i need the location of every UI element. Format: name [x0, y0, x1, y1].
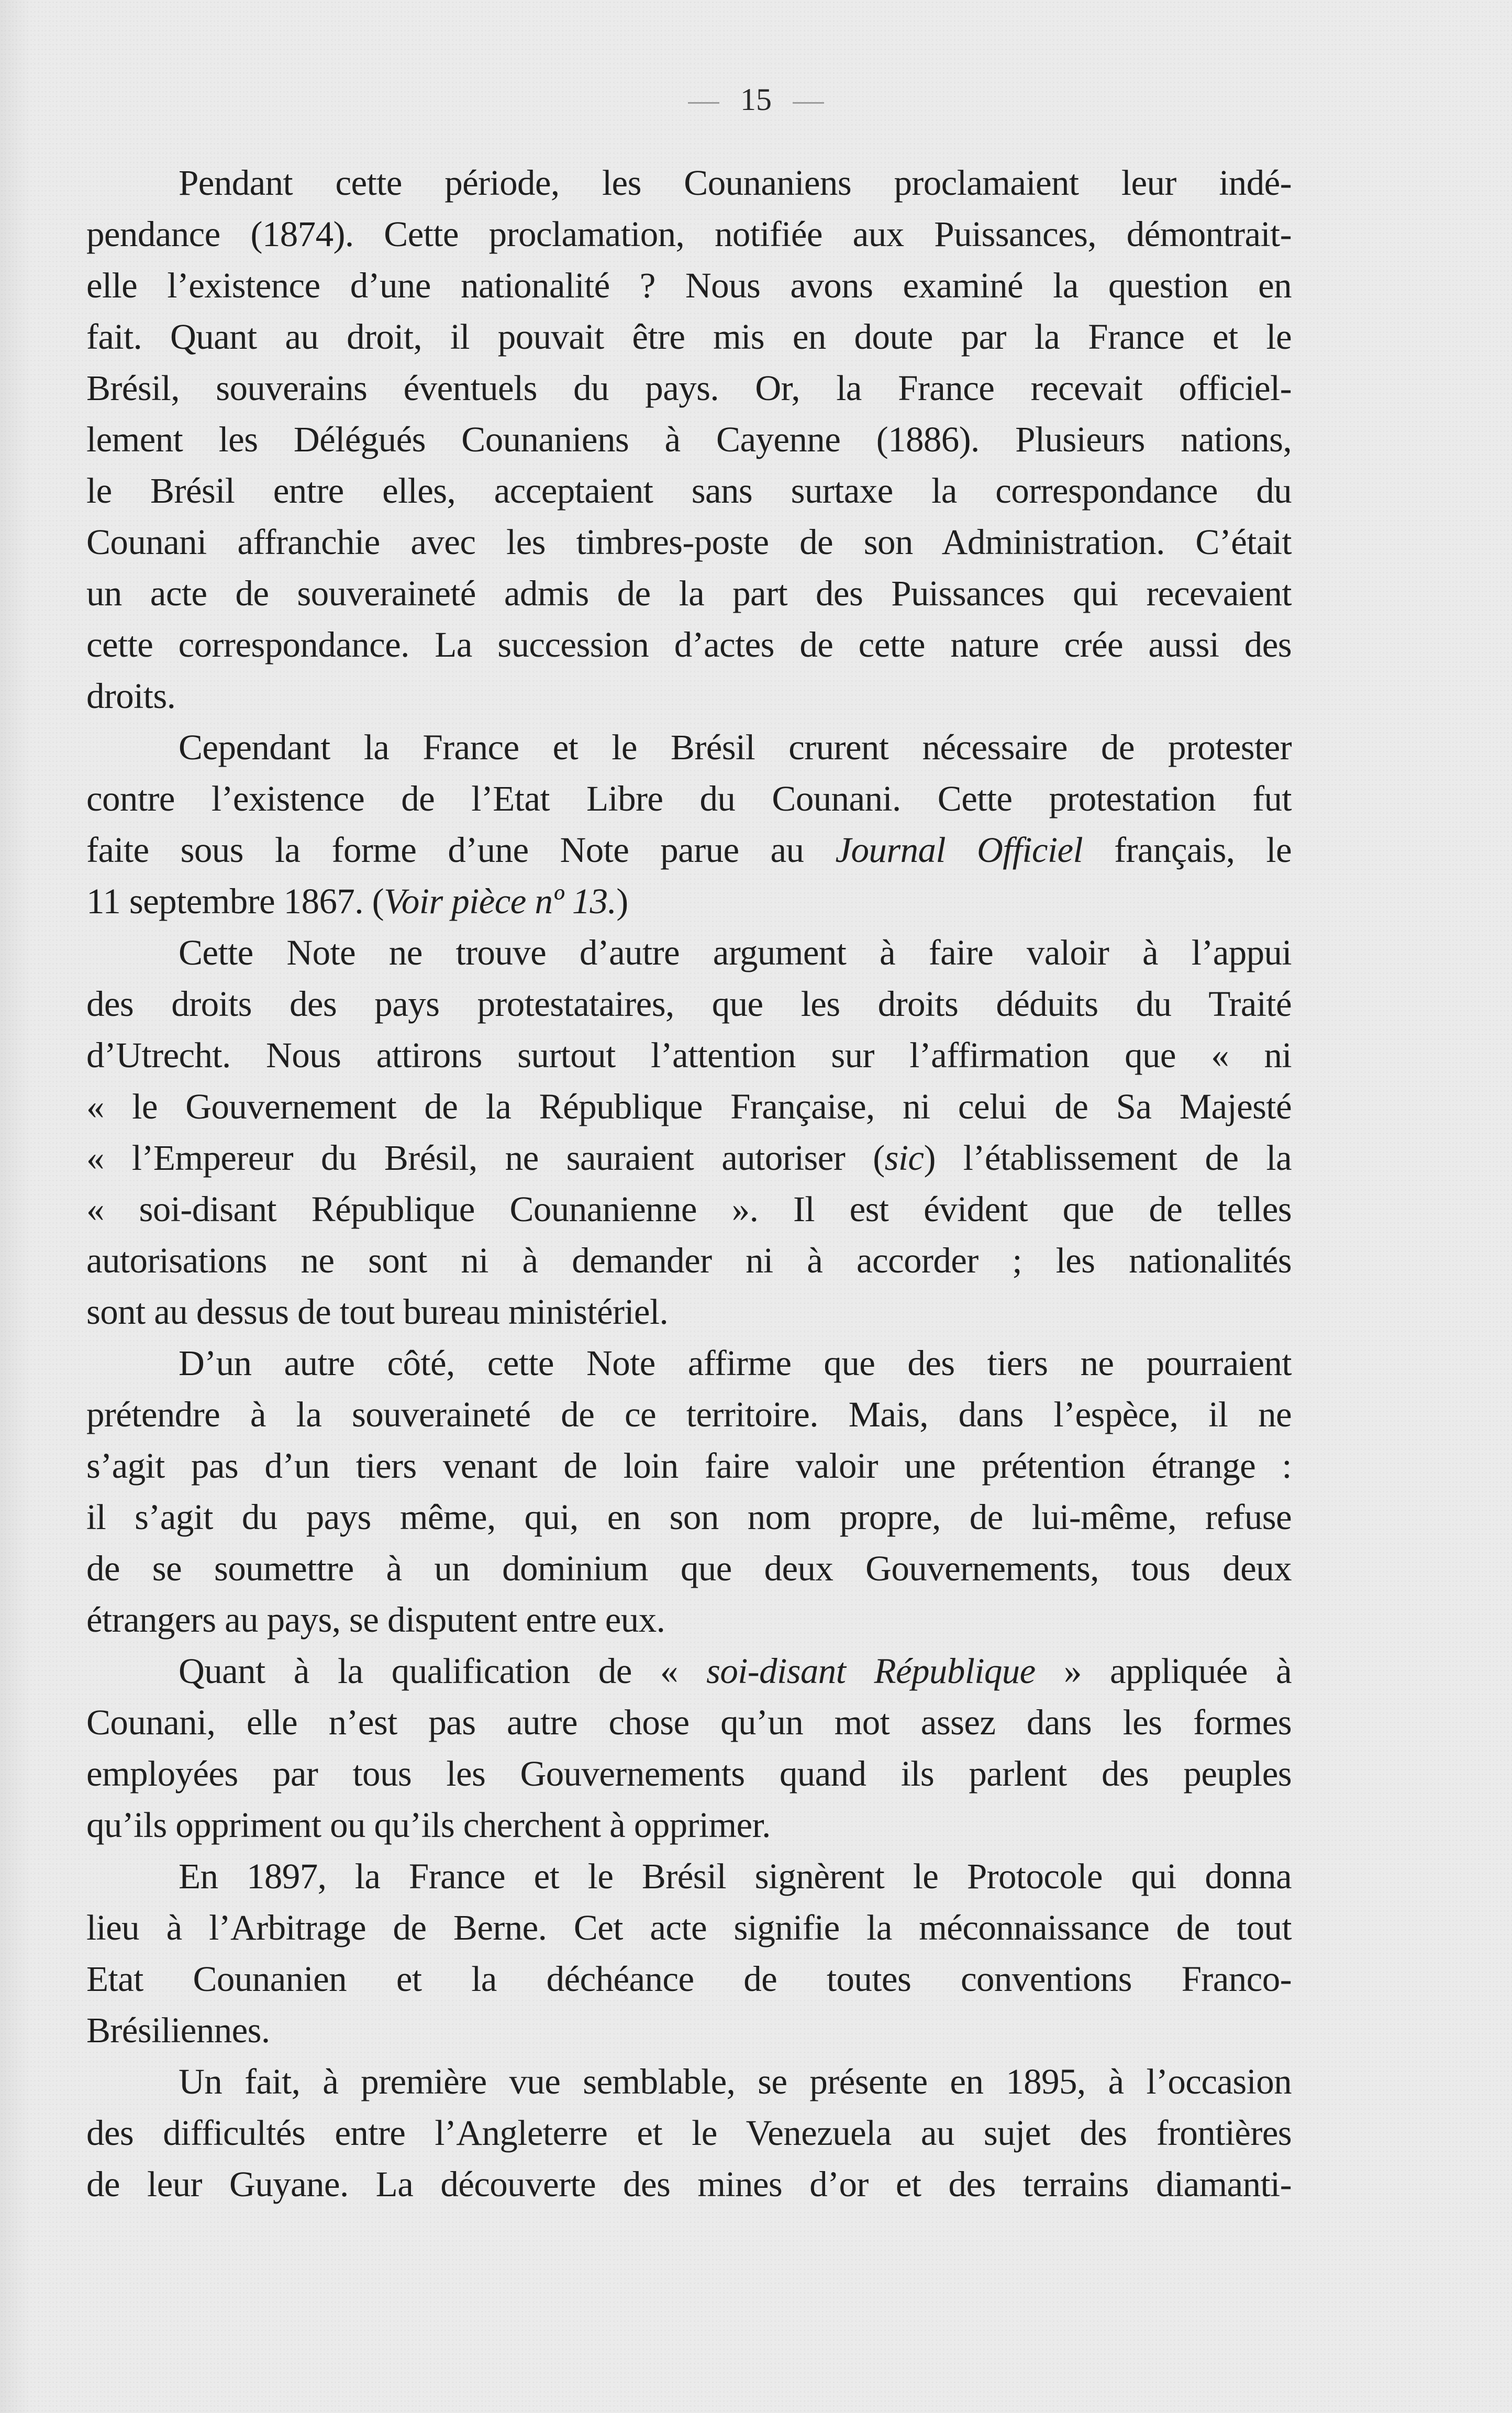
text-run: des difficultés entre l’Angleterre et le Venezuela au sujet des frontières [86, 2113, 1292, 2153]
text-run: fait. Quant au droit, il pouvait être mis en doute par la France et le [86, 317, 1292, 357]
text-run: Etat Counanien et la déchéance de toutes conventions Franco- [86, 1959, 1292, 1999]
text-run: contre l’existence de l’Etat Libre du Counani. Cette protestation fut [86, 779, 1292, 818]
scan-shadow-edge [0, 0, 31, 2413]
text-line [86, 1132, 1292, 1183]
text-line [86, 1440, 1292, 1491]
italic-text: sic [884, 1138, 924, 1178]
text-run: d’Utrecht. Nous attirons surtout l’attention sur l’affirmation que « ni [86, 1035, 1292, 1075]
italic-text: soi-disant République [706, 1651, 1036, 1691]
text-line [86, 465, 1292, 516]
text-line [86, 1030, 1292, 1081]
text-run: des droits des pays protestataires, que les droits déduits du Traité [86, 984, 1292, 1024]
text-run: prétendre à la souveraineté de ce territoire. Mais, dans l’espèce, il ne [86, 1394, 1292, 1434]
text-line [86, 619, 1292, 670]
italic-text: Voir pièce nº 13. [383, 881, 617, 921]
text-line [86, 824, 1292, 876]
text-run: Brésiliennes. [86, 2010, 270, 2050]
text-line [86, 1799, 1292, 1851]
text-line [86, 157, 1292, 208]
text-line [86, 978, 1292, 1030]
text-line [86, 2005, 1292, 2056]
text-line [86, 2107, 1292, 2159]
text-run: D’un autre côté, cette Note affirme que des tiers ne pourraient [179, 1343, 1292, 1383]
text-line [86, 1389, 1292, 1440]
text-line [86, 568, 1292, 619]
text-run: sont au dessus de tout bureau ministériel. [86, 1292, 669, 1332]
text-run: cette correspondance. La succession d’actes de cette nature crée aussi des [86, 625, 1292, 665]
text-run: employées par tous les Gouvernements quand ils parlent des peuples [86, 1754, 1292, 1794]
text-line [86, 1235, 1292, 1286]
text-run: elle l’existence d’une nationalité ? Nous avons examiné la question en [86, 265, 1292, 305]
text-run: qu’ils oppriment ou qu’ils cherchent à opprimer. [86, 1805, 771, 1845]
text-run: Cependant la France et le Brésil crurent nécessaire de protester [179, 727, 1292, 767]
text-run: ) [616, 881, 628, 921]
text-line [86, 1543, 1292, 1594]
text-run: Cette Note ne trouve d’autre argument à faire valoir à l’appui [179, 933, 1292, 972]
text-line [86, 670, 1292, 722]
text-line [86, 1594, 1292, 1645]
text-run: lement les Délégués Counaniens à Cayenne (1886). Plusieurs nations, [86, 419, 1292, 459]
text-run: ) l’établissement de la [924, 1138, 1292, 1178]
text-run: En 1897, la France et le Brésil signèrent le Protocole qui donna [179, 1856, 1292, 1896]
text-run: il s’agit du pays même, qui, en son nom propre, de lui-même, refuse [86, 1497, 1292, 1537]
text-run: le Brésil entre elles, acceptaient sans surtaxe la correspondance du [86, 471, 1292, 511]
text-line [86, 516, 1292, 568]
text-line [86, 1748, 1292, 1799]
text-line [86, 773, 1292, 824]
text-line [86, 1183, 1292, 1235]
page-number-text: 15 [740, 82, 772, 117]
text-run: français, le [1083, 830, 1292, 870]
text-run: Brésil, souverains éventuels du pays. Or, la France recevait officiel- [86, 368, 1292, 408]
page-number [0, 81, 1512, 118]
text-line [86, 260, 1292, 311]
text-line [86, 1645, 1292, 1697]
text-run: faite sous la forme d’une Note parue au [86, 830, 836, 870]
text-run: lieu à l’Arbitrage de Berne. Cet acte signifie la méconnaissance de tout [86, 1908, 1292, 1947]
text-line [86, 1286, 1292, 1337]
text-run: « le Gouvernement de la République Française, ni celui de Sa Majesté [86, 1087, 1292, 1126]
text-line [86, 927, 1292, 978]
italic-text: Journal Officiel [835, 830, 1083, 870]
text-line [86, 1491, 1292, 1543]
text-line [86, 208, 1292, 260]
text-line [86, 876, 1292, 927]
text-run: » appliquée à [1035, 1651, 1292, 1691]
text-run: un acte de souveraineté admis de la part des Puissances qui recevaient [86, 573, 1292, 613]
text-line [86, 311, 1292, 362]
text-line [86, 1337, 1292, 1389]
text-line [86, 362, 1292, 414]
folio-dash-right [793, 102, 824, 104]
text-line [86, 1902, 1292, 1953]
text-run: « l’Empereur du Brésil, ne sauraient autoriser ( [86, 1138, 885, 1178]
text-line [86, 2056, 1292, 2107]
text-run: « soi-disant République Counanienne ». Il est évident que de telles [86, 1189, 1292, 1229]
text-run: Counani affranchie avec les timbres-poste de son Administration. C’était [86, 522, 1292, 562]
text-run: s’agit pas d’un tiers venant de loin faire valoir une prétention étrange : [86, 1446, 1292, 1486]
text-line [86, 2159, 1292, 2210]
text-run: Quant à la qualification de « [179, 1651, 707, 1691]
text-line [86, 1953, 1292, 2005]
text-run: autorisations ne sont ni à demander ni à accorder ; les nationalités [86, 1241, 1292, 1280]
text-line [86, 1697, 1292, 1748]
text-run: 11 septembre 1867. ( [86, 881, 384, 921]
text-line [86, 414, 1292, 465]
folio-dash-left [688, 102, 719, 104]
text-run: Pendant cette période, les Counaniens proclamaient leur indé- [179, 163, 1292, 203]
text-run: Un fait, à première vue semblable, se présente en 1895, à l’occasion [179, 2062, 1292, 2101]
text-line [86, 1081, 1292, 1132]
text-line [86, 722, 1292, 773]
text-run: de se soumettre à un dominium que deux Gouvernements, tous deux [86, 1548, 1292, 1588]
text-run: pendance (1874). Cette proclamation, notifiée aux Puissances, démontrait- [86, 214, 1292, 254]
text-run: étrangers au pays, se disputent entre eux. [86, 1600, 665, 1640]
text-run: Counani, elle n’est pas autre chose qu’un mot assez dans les formes [86, 1702, 1292, 1742]
text-line [86, 1851, 1292, 1902]
text-run: de leur Guyane. La découverte des mines d’or et des terrains diamanti- [86, 2164, 1292, 2204]
text-run: droits. [86, 676, 176, 716]
